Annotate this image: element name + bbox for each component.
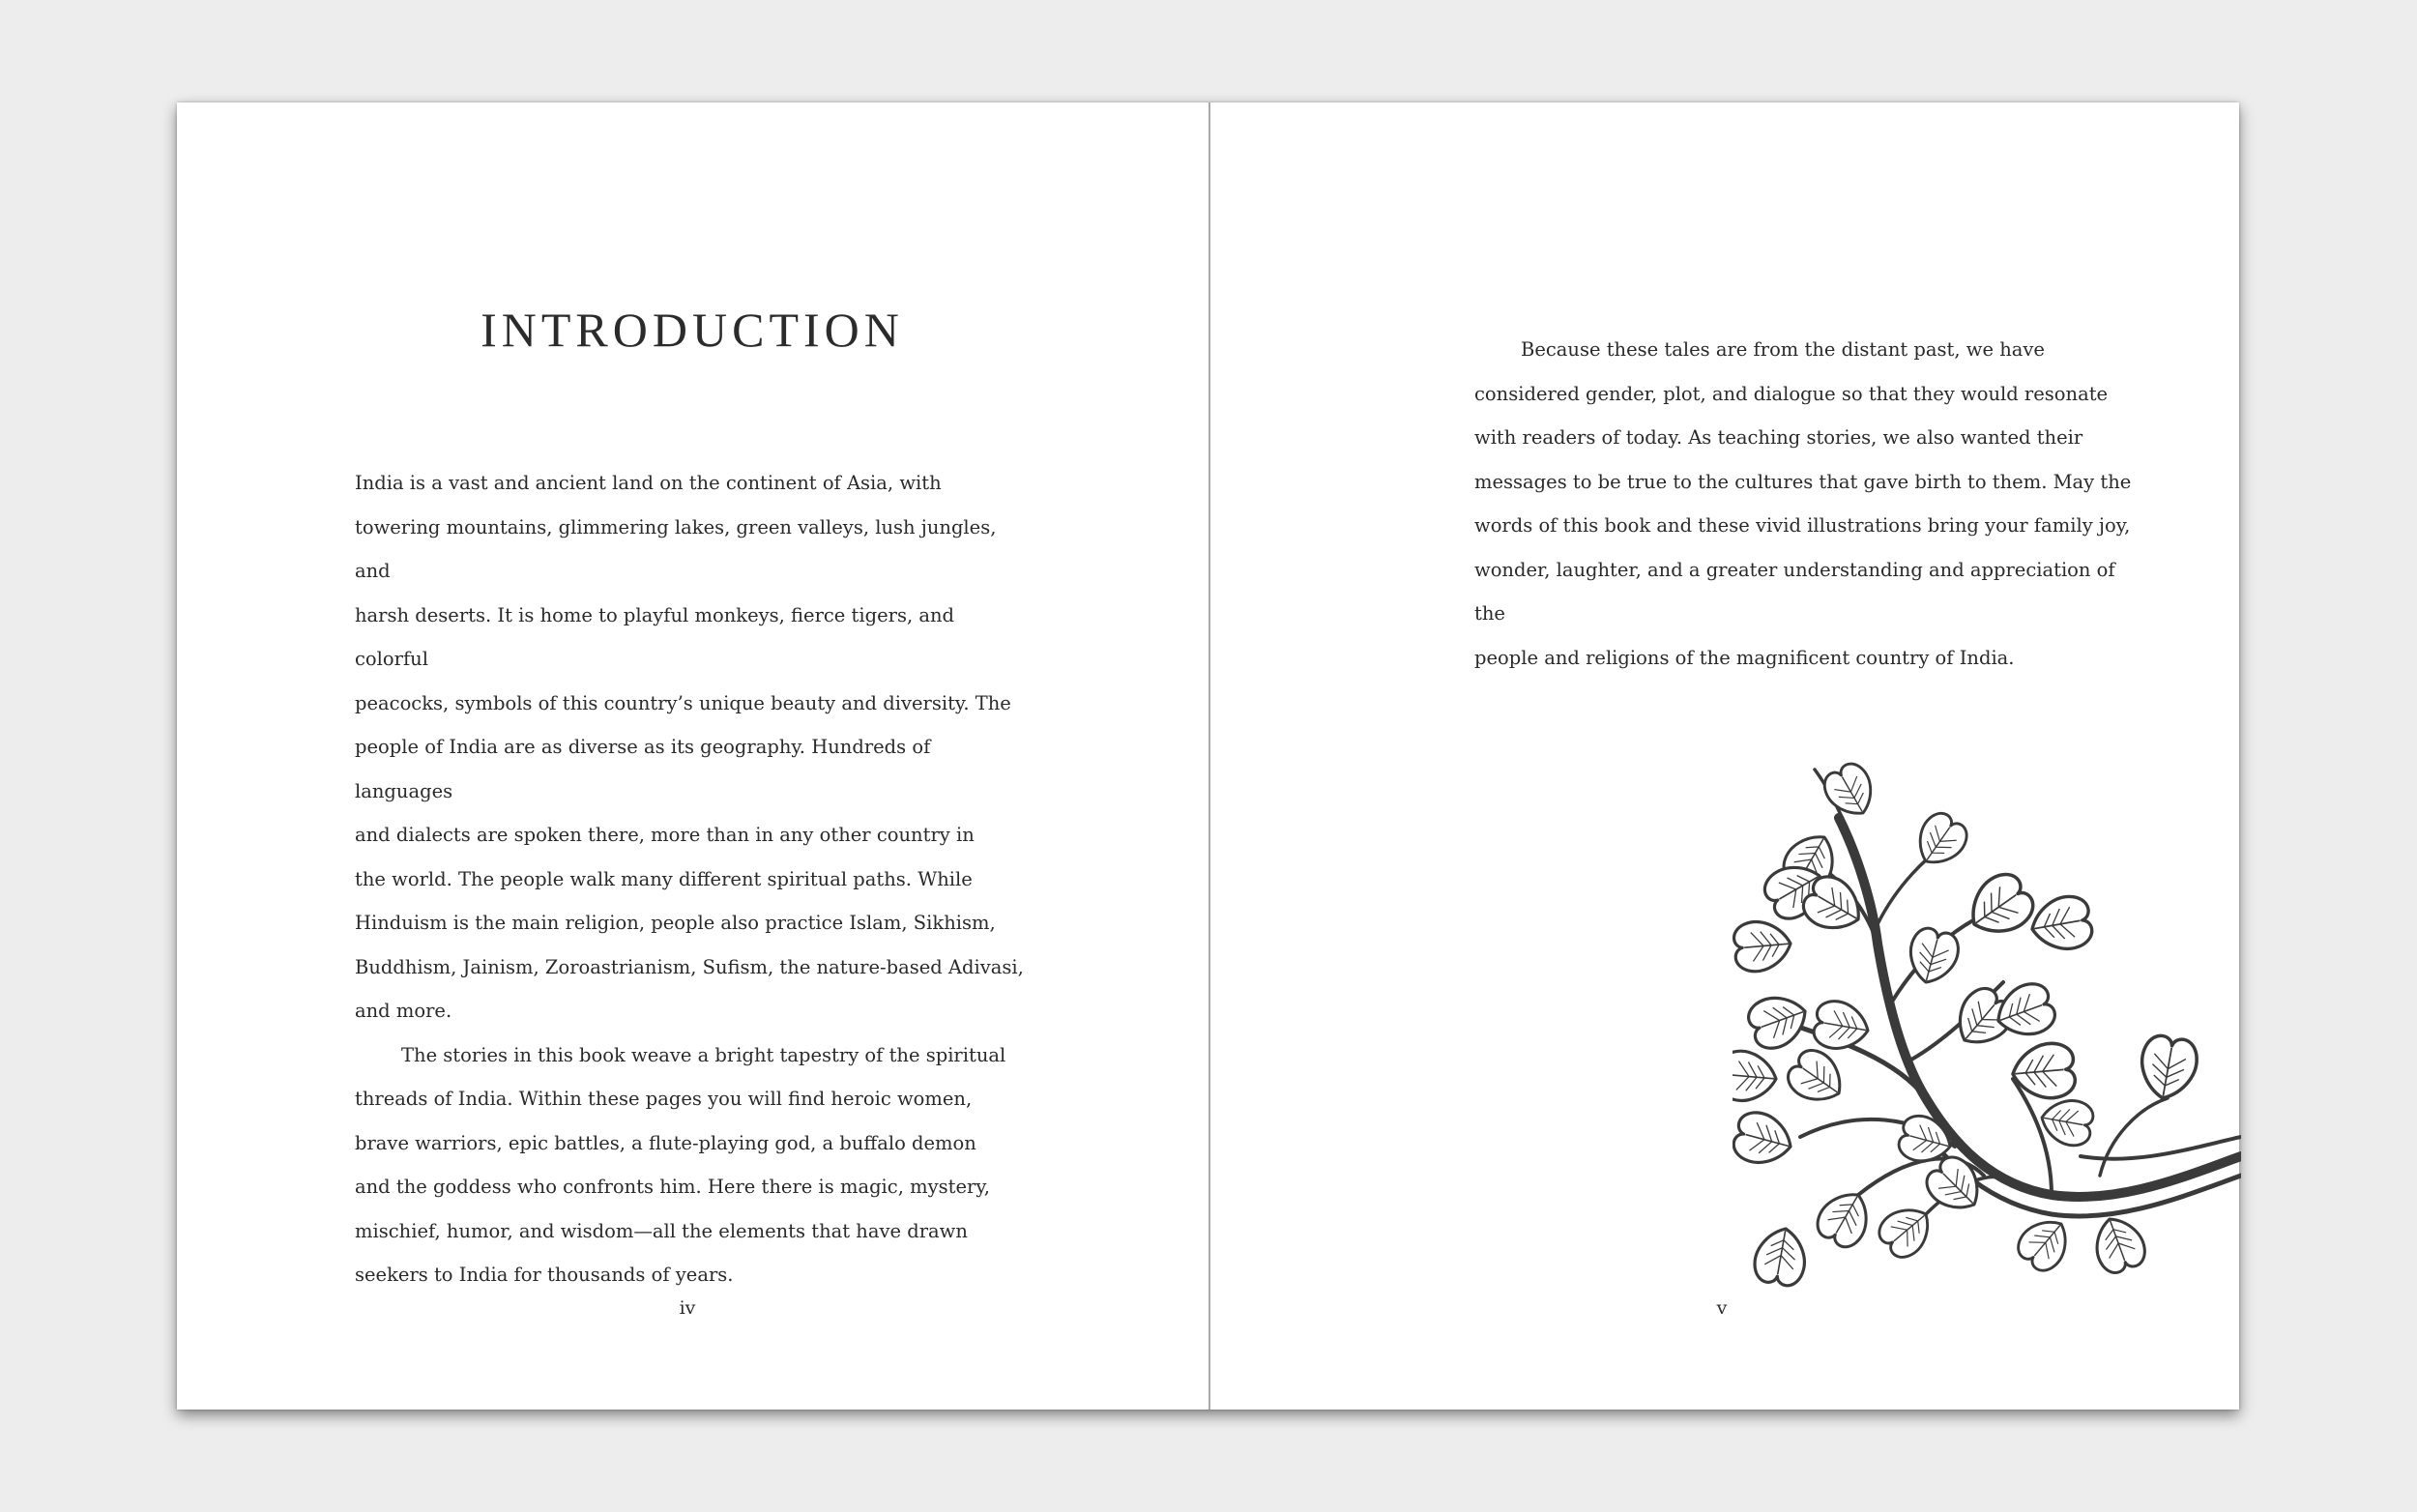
text-line: wonder, laughter, and a greater understanding and appreciation of the <box>1474 558 2115 625</box>
text-line: Buddhism, Jainism, Zoroastrianism, Sufism, the nature-based Adivasi, <box>355 955 1024 978</box>
text-line: The stories in this book weave a bright tapestry of the spiritual <box>401 1043 1006 1066</box>
text-line: the world. The people walk many different spiritual paths. While <box>355 867 973 890</box>
text-line: and more. <box>355 1000 452 1022</box>
text-line: brave warriors, epic battles, a flute-playing god, a buffalo demon <box>355 1131 976 1154</box>
text-line: and dialects are spoken there, more than in any other country in <box>355 824 975 846</box>
text-line: words of this book and these vivid illustrations bring your family joy, <box>1474 514 2131 537</box>
page-number-right: v <box>1716 1297 1728 1319</box>
book-spread <box>177 102 2239 1410</box>
left-page <box>177 102 1208 1410</box>
right-page <box>1210 102 2241 1410</box>
text-line: seekers to India for thousands of years. <box>355 1264 734 1286</box>
peepal-tree-branch-icon <box>1733 692 2241 1311</box>
text-line: and the goddess who confronts him. Here there is magic, mystery, <box>355 1176 990 1198</box>
text-line: towering mountains, glimmering lakes, green valleys, lush jungles, and <box>355 515 997 582</box>
text-line: harsh deserts. It is home to playful monkeys, fierce tigers, and colorful <box>355 603 955 670</box>
text-line: messages to be true to the cultures that gave birth to them. May the <box>1474 470 2132 493</box>
page-number-left: iv <box>679 1297 696 1319</box>
page-title: INTRODUCTION <box>480 303 904 357</box>
text-line: Because these tales are from the distant past, we have <box>1521 338 2045 361</box>
text-line: threads of India. Within these pages you will find heroic women, <box>355 1088 973 1110</box>
text-line: mischief, humor, and wisdom—all the elements that have drawn <box>355 1219 968 1242</box>
text-line: with readers of today. As teaching stories, we also wanted their <box>1474 426 2083 449</box>
text-line: people of India are as diverse as its geography. Hundreds of languages <box>355 736 931 802</box>
text-line: Hinduism is the main religion, people also practice Islam, Sikhism, <box>355 912 996 934</box>
text-line: people and religions of the magnificent country of India. <box>1474 646 2015 669</box>
text-line: India is a vast and ancient land on the continent of Asia, with <box>355 472 942 494</box>
text-line: peacocks, symbols of this country’s unique beauty and diversity. The <box>355 691 1011 714</box>
text-line: considered gender, plot, and dialogue so that they would resonate <box>1474 382 2109 405</box>
right-body-text <box>1474 328 2151 680</box>
left-body-text <box>355 461 1032 1297</box>
